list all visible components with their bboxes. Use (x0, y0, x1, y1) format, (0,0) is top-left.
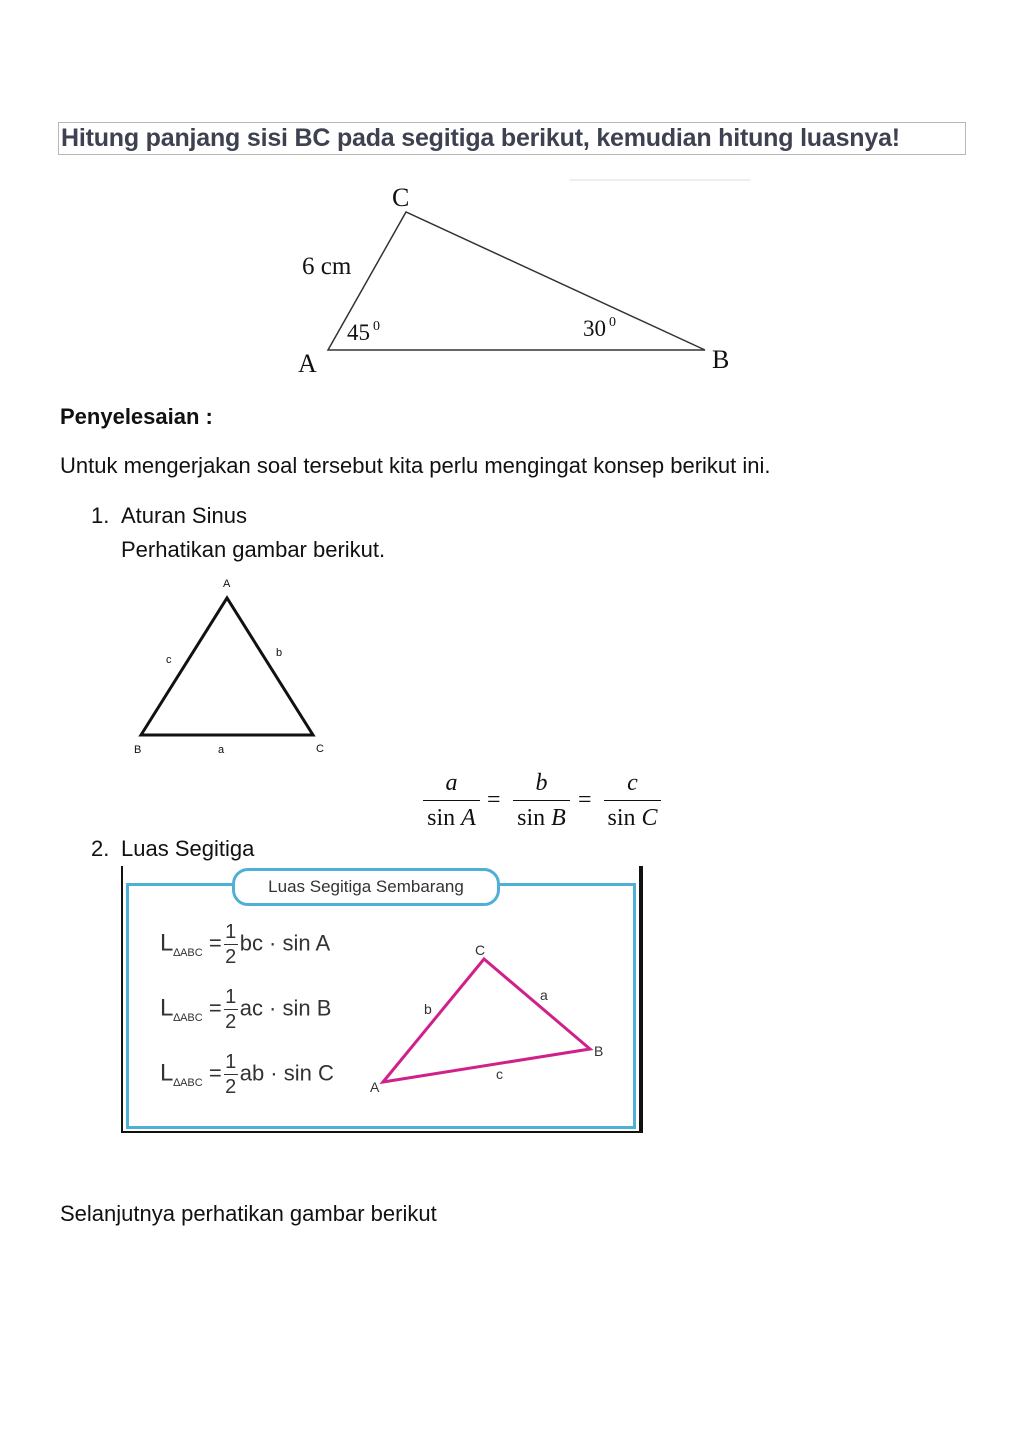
text-fragment: = (208, 930, 222, 956)
triangle-1-shape (328, 212, 705, 350)
area-tri-side-c: c (496, 1066, 503, 1082)
fig1-angle-a-sup: 0 (373, 319, 380, 334)
triangle-figure-1 (280, 170, 760, 385)
fig1-side-ac-label: 6 cm (302, 253, 352, 280)
text-fragment: = (208, 995, 222, 1021)
fig1-vertex-c: C (392, 183, 410, 212)
text-fragment: = (208, 1060, 222, 1086)
text-fragment: 2 (225, 946, 237, 968)
sine-rule-den-a-var: A (461, 805, 476, 831)
sine-rule-den-a-fn: sin (427, 805, 456, 831)
sine-rule-num-a: a (445, 770, 458, 796)
sine-rule-den-c-fn: sin (607, 805, 636, 831)
sine-rule-fraction-c (604, 768, 661, 833)
text-fragment: bc · sin A (239, 930, 331, 956)
text-fragment: 2 (225, 1076, 237, 1098)
text-fragment: 1 (225, 986, 237, 1008)
list-title-2: Luas Segitiga (121, 836, 255, 861)
area-tri-vertex-c: C (475, 942, 486, 958)
area-tri-side-a: a (540, 987, 548, 1003)
text-fragment: L (160, 929, 174, 957)
solution-heading: Penyelesaian : (60, 404, 213, 429)
area-tri-vertex-a: A (370, 1079, 380, 1095)
area-tri-side-b: b (424, 1001, 432, 1017)
area-formula-3 (160, 1052, 334, 1097)
text-fragment: ∆ABC (173, 947, 203, 960)
sine-rule-fraction-a (423, 768, 480, 833)
area-box-triangle (360, 935, 620, 1100)
sine-rule-fraction-b (513, 768, 570, 833)
fig2-side-a: a (218, 744, 225, 756)
triangle-figure-2 (125, 572, 340, 762)
fig2-side-b: b (276, 647, 283, 659)
text-fragment: 2 (225, 1011, 237, 1033)
text-fragment: ac · sin B (239, 995, 332, 1021)
triangle-2-shape (141, 598, 313, 735)
fig2-vertex-a: A (223, 578, 231, 590)
text-fragment: L (160, 1059, 174, 1087)
list-number-1: 1. (91, 503, 110, 528)
area-box-label: Luas Segitiga Sembarang (232, 868, 500, 906)
sine-rule-num-c: c (627, 770, 638, 796)
area-tri-vertex-b: B (594, 1043, 604, 1059)
fig1-angle-a-value: 45 (347, 320, 370, 345)
text-fragment: ab · sin C (239, 1060, 334, 1086)
sine-rule-den-b-var: B (551, 805, 566, 831)
list-text-1: Perhatikan gambar berikut. (121, 537, 386, 562)
sine-rule-den-c-var: C (641, 805, 658, 831)
text-fragment: ∆ABC (173, 1077, 203, 1090)
fig1-angle-b-sup: 0 (609, 315, 616, 330)
text-fragment: L (160, 994, 174, 1022)
intro-text: Untuk mengerjakan soal tersebut kita perlu mengingat konsep berikut ini. (60, 453, 771, 478)
area-formula-2 (160, 987, 331, 1032)
sine-rule-num-b: b (535, 770, 548, 796)
area-triangle-shape (383, 959, 590, 1082)
fig2-side-c: c (166, 654, 172, 666)
sine-rule-equals-2: = (578, 787, 592, 813)
fig1-vertex-a: A (298, 349, 317, 378)
fig1-vertex-b: B (712, 345, 730, 374)
fig2-vertex-b: B (134, 744, 142, 756)
question-title: Hitung panjang sisi BC pada segitiga berikut, kemudian hitung luasnya! (61, 124, 900, 152)
closing-text: Selanjutnya perhatikan gambar berikut (60, 1201, 437, 1226)
text-fragment: ∆ABC (173, 1012, 203, 1025)
list-number-2: 2. (91, 836, 110, 861)
list-title-1: Aturan Sinus (121, 503, 247, 528)
text-fragment: 1 (225, 1051, 237, 1073)
text-fragment: 1 (225, 921, 237, 943)
area-formula-1 (160, 922, 330, 967)
sine-rule-equals-1: = (487, 787, 501, 813)
fig2-vertex-c: C (316, 743, 324, 755)
sine-rule-den-b-fn: sin (517, 805, 546, 831)
fig1-angle-b-value: 30 (583, 316, 606, 341)
